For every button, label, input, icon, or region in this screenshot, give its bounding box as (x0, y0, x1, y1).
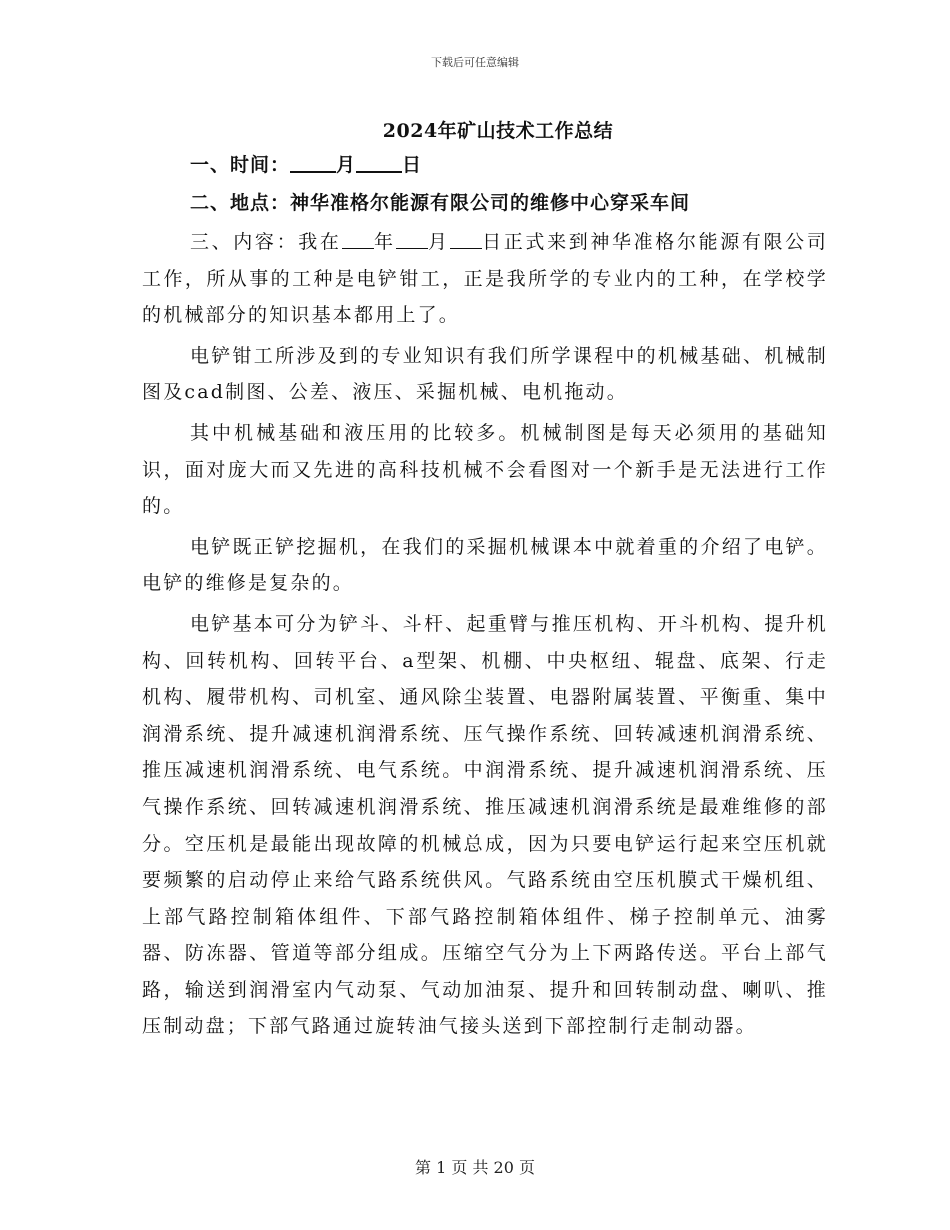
paragraph-mechanical: 其中机械基础和液压用的比较多。机械制图是每天必须用的基础知识，面对庞大而又先进的高科技机械不会看图对一个新手是无法进行工作的。 (142, 421, 828, 518)
paragraph-knowledge: 电铲钳工所涉及到的专业知识有我们所学课程中的机械基础、机械制图及cad制图、公差、液压、采掘机械、电机拖动。 (142, 344, 828, 404)
intro-prefix: 三、内容：我在 (190, 231, 342, 253)
intro-year-label: 年 (373, 231, 396, 253)
time-line (190, 150, 422, 177)
body-content (142, 224, 828, 1049)
time-label: 一、时间： (190, 154, 291, 176)
month-label: 月 (336, 154, 357, 176)
header-note: 下载后可任意编辑 (431, 56, 519, 69)
day-blank-inline (450, 232, 482, 249)
paragraph-intro (142, 224, 828, 334)
intro-rest: 日正式来到神华准格尔能源有限公司工作，所从事的工种是电铲钳工，正是我所学的专业内的工种，在学校学的机械部分的知识基本都用上了。 (142, 231, 829, 327)
month-blank (290, 153, 336, 173)
document-title: 2024年矿山技术工作总结 (382, 120, 614, 142)
page-footer: 第 1 页 共 20 页 (415, 1158, 535, 1177)
place-line: 二、地点：神华准格尔能源有限公司的维修中心穿采车间 (190, 192, 691, 214)
day-blank (356, 153, 402, 173)
intro-month-label: 月 (427, 231, 450, 253)
day-label: 日 (402, 154, 423, 176)
month-blank-inline (396, 232, 428, 249)
paragraph-components: 电铲基本可分为铲斗、斗杆、起重臂与推压机构、开斗机构、提升机构、回转机构、回转平台、a型架、机棚、中央枢纽、辊盘、底架、行走机构、履带机构、司机室、通风除尘装置、电器附属装置、平衡重、集中润滑系统、提升减速机润滑系统、压气操作系统、回转减速机润滑系统、推压减速机润滑系统、电气系统。中润滑系统、提升减速机润滑系统、压气操作系统、回转减速机润滑系统、推压减速机润滑系统是最难维修的部分。空压机是最能出现故障的机械总成，因为只要电铲运行起来空压机就要频繁的启动停止来给气路系统供风。气路系统由空压机膜式干燥机组、上部气路控制箱体组件、下部气路控制箱体组件、梯子控制单元、油雾器、防冻器、管道等部分组成。压缩空气分为上下两路传送。平台上部气路，输送到润滑室内气动泵、气动加油泵、提升和回转制动盘、喇叭、推压制动盘；下部气路通过旋转油气接头送到下部控制行走制动器。 (142, 612, 828, 1038)
year-blank (342, 232, 374, 249)
paragraph-shovel: 电铲既正铲挖掘机，在我们的采掘机械课本中就着重的介绍了电铲。电铲的维修是复杂的。 (142, 535, 828, 595)
